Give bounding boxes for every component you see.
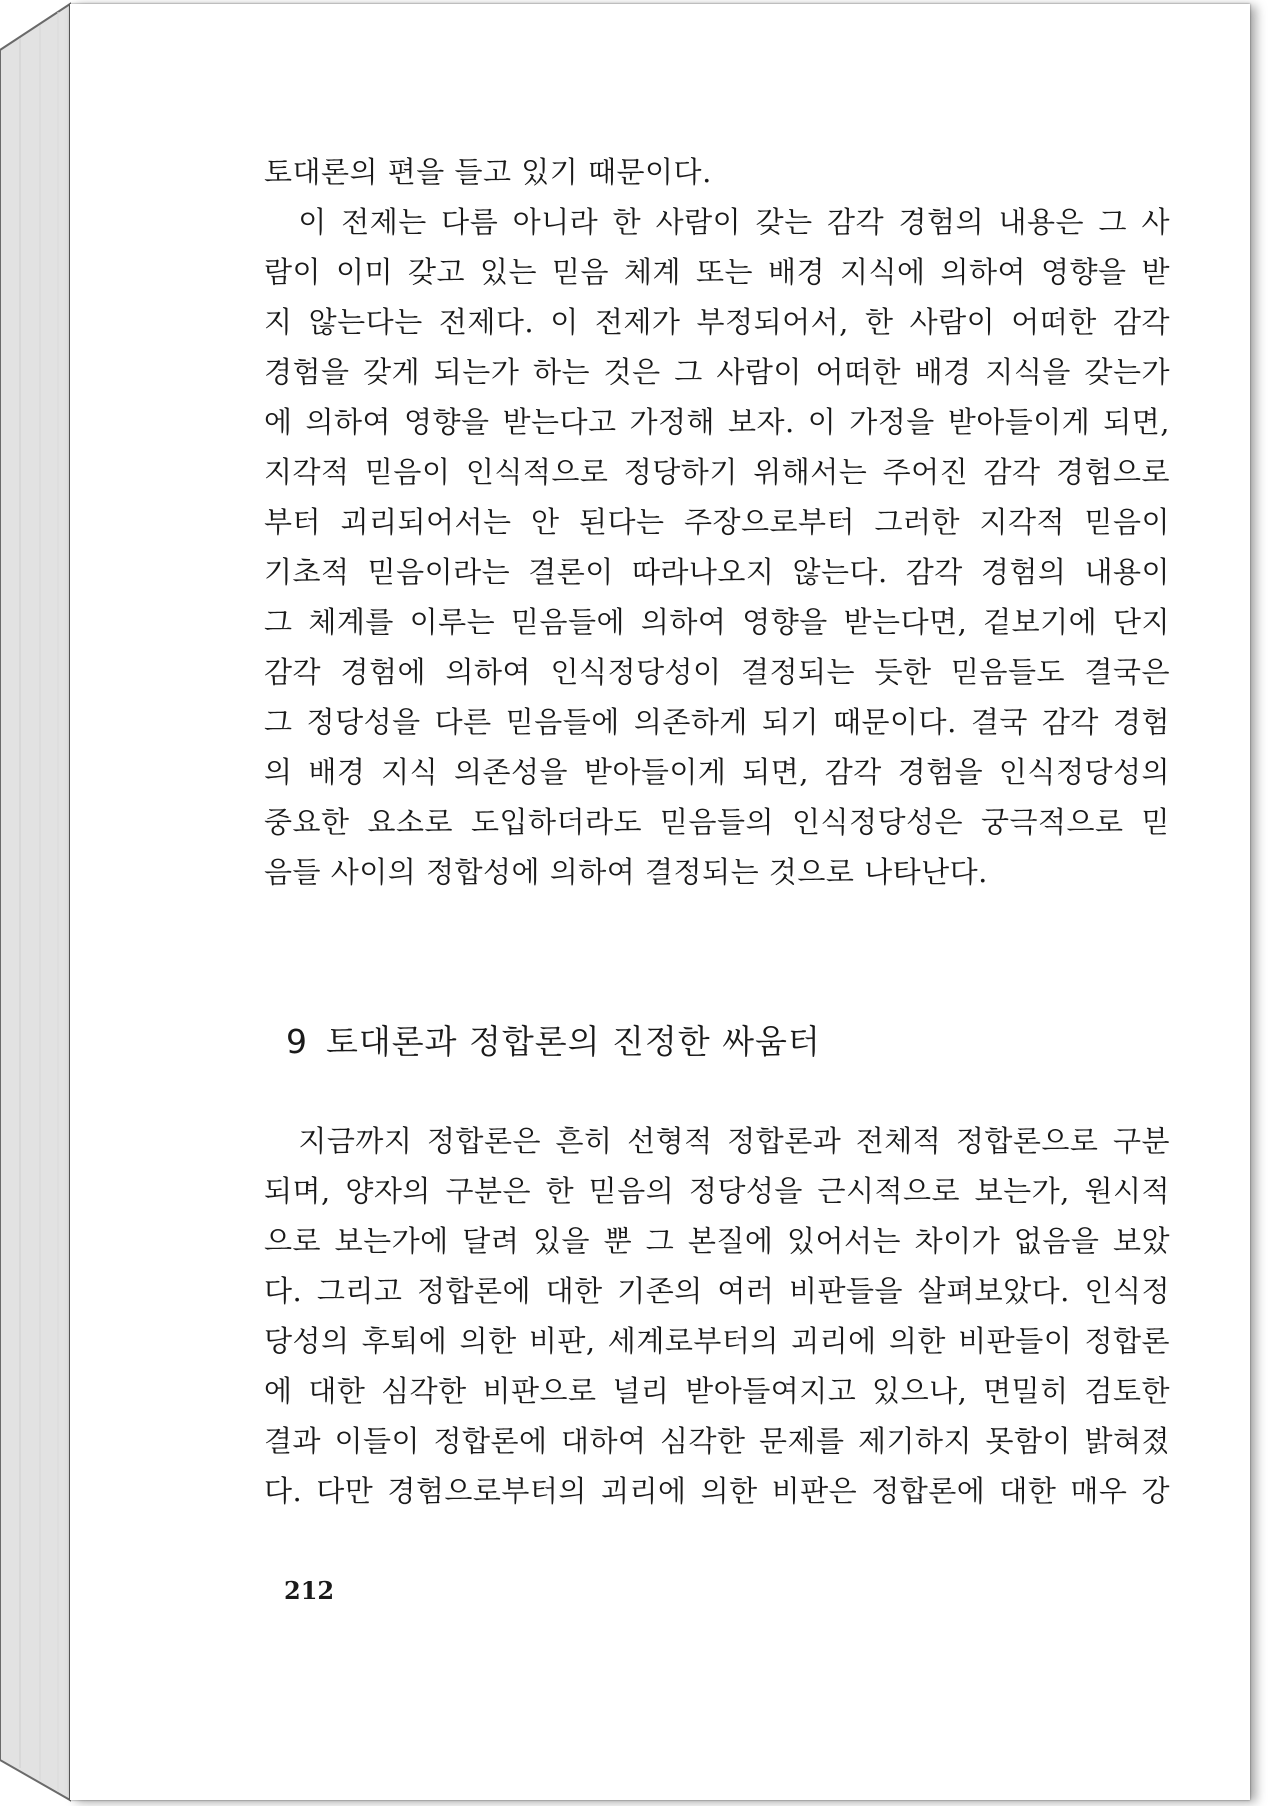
- text-line: 지각적 믿음이 인식적으로 정당하기 위해서는 주어진 감각 경험으로: [264, 455, 1170, 489]
- text-line: 으로 보는가에 달려 있을 뿐 그 본질에 있어서는 차이가 없음을 보았: [264, 1224, 1170, 1258]
- text-line: 결과 이들이 정합론에 대하여 심각한 문제를 제기하지 못함이 밝혀졌: [264, 1424, 1170, 1458]
- text-line: 의 배경 지식 의존성을 받아들이게 되면, 감각 경험을 인식정당성의: [264, 755, 1170, 789]
- text-line: 지 않는다는 전제다. 이 전제가 부정되어서, 한 사람이 어떠한 감각: [264, 305, 1170, 339]
- paragraph-bottom: [264, 1116, 1170, 1516]
- text-line: 경험을 갖게 되는가 하는 것은 그 사람이 어떠한 배경 지식을 갖는가: [264, 355, 1170, 389]
- text-line: 다. 다만 경험으로부터의 괴리에 의한 비판은 정합론에 대한 매우 강: [264, 1474, 1170, 1508]
- text-line: 되며, 양자의 구분은 한 믿음의 정당성을 근시적으로 보는가, 원시적: [264, 1174, 1170, 1208]
- text-line: 람이 이미 갖고 있는 믿음 체계 또는 배경 지식에 의하여 영향을 받: [264, 255, 1170, 289]
- text-line: 그 정당성을 다른 믿음들에 의존하게 되기 때문이다. 결국 감각 경험: [264, 705, 1170, 739]
- text-line: 다. 그리고 정합론에 대한 기존의 여러 비판들을 살펴보았다. 인식정: [264, 1274, 1170, 1308]
- text-line: 감각 경험에 의하여 인식정당성이 결정되는 듯한 믿음들도 결국은: [264, 655, 1170, 689]
- text-line: 그 체계를 이루는 믿음들에 의하여 영향을 받는다면, 겉보기에 단지: [264, 605, 1170, 639]
- text-line: 음들 사이의 정합성에 의하여 결정되는 것으로 나타난다.: [264, 855, 988, 889]
- paragraph-top: [264, 147, 1170, 897]
- section-heading: [286, 1016, 821, 1063]
- section-number: 9: [286, 1022, 308, 1061]
- text-line: 이 전제는 다름 아니라 한 사람이 갖는 감각 경험의 내용은 그 사: [264, 205, 1170, 239]
- text-line: 지금까지 정합론은 흔히 선형적 정합론과 전체적 정합론으로 구분: [264, 1124, 1170, 1158]
- book-spine-edge: [0, 0, 80, 1806]
- text-line: 에 의하여 영향을 받는다고 가정해 보자. 이 가정을 받아들이게 되면,: [264, 405, 1170, 439]
- text-line: 토대론의 편을 들고 있기 때문이다.: [264, 155, 712, 189]
- text-line: 기초적 믿음이라는 결론이 따라나오지 않는다. 감각 경험의 내용이: [264, 555, 1170, 589]
- section-title: 토대론과 정합론의 진정한 싸움터: [326, 1022, 821, 1061]
- text-line: 부터 괴리되어서는 안 된다는 주장으로부터 그러한 지각적 믿음이: [264, 505, 1170, 539]
- book-page: [70, 4, 1250, 1800]
- text-line: 중요한 요소로 도입하더라도 믿음들의 인식정당성은 궁극적으로 믿: [264, 805, 1170, 839]
- text-line: 에 대한 심각한 비판으로 널리 받아들여지고 있으나, 면밀히 검토한: [264, 1374, 1170, 1408]
- page-number: 212: [284, 1576, 335, 1605]
- text-line: 당성의 후퇴에 의한 비판, 세계로부터의 괴리에 의한 비판들이 정합론: [264, 1324, 1170, 1358]
